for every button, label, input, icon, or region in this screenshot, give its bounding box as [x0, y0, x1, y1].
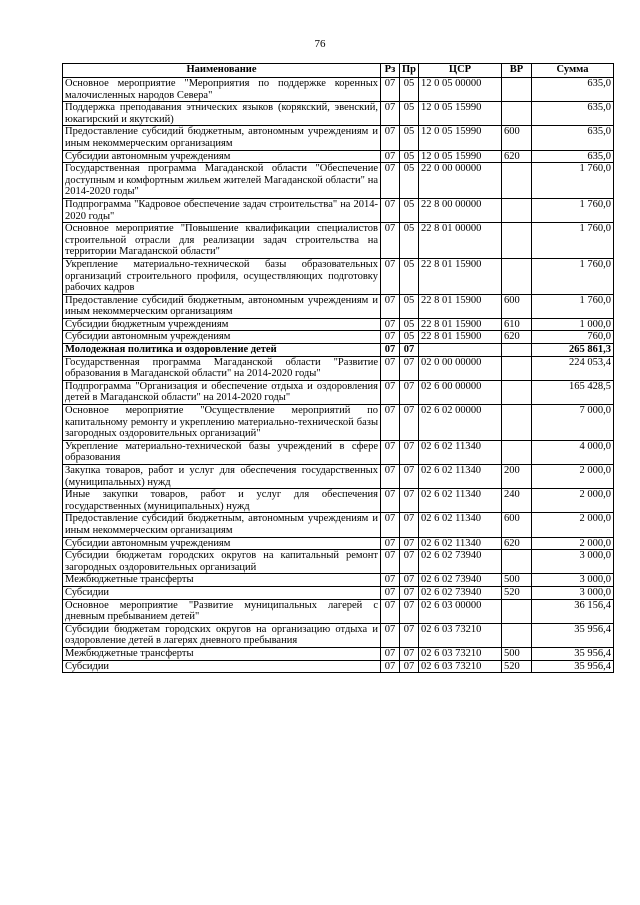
cell-vr: 600: [502, 294, 532, 318]
cell-sum: 35 956,4: [532, 647, 614, 660]
cell-pr: 07: [400, 647, 419, 660]
cell-name: Субсидии: [63, 586, 381, 599]
cell-csr: 02 6 03 00000: [419, 599, 502, 623]
table-row: [63, 102, 614, 126]
cell-csr: 02 6 02 11340: [419, 537, 502, 550]
cell-vr: 500: [502, 647, 532, 660]
cell-name: Предоставление субсидий бюджетным, автономным учреждениям и иным некоммерческим организациям: [63, 126, 381, 150]
cell-pr: 05: [400, 331, 419, 344]
cell-pr: 05: [400, 78, 419, 102]
cell-rz: 07: [381, 163, 400, 199]
cell-pr: 05: [400, 102, 419, 126]
table-row: [63, 574, 614, 587]
cell-csr: 02 6 02 11340: [419, 489, 502, 513]
cell-rz: 07: [381, 198, 400, 222]
cell-name: Субсидии бюджетным учреждениям: [63, 318, 381, 331]
cell-pr: 05: [400, 150, 419, 163]
table-row: [63, 163, 614, 199]
cell-csr: 02 6 00 00000: [419, 380, 502, 404]
cell-name: Предоставление субсидий бюджетным, автономным учреждениям и иным некоммерческим организациям: [63, 513, 381, 537]
cell-name: Государственная программа Магаданской области "Обеспечение доступным и комфортным жильем жителей Магаданской области" на 2014-2020 годы": [63, 163, 381, 199]
cell-csr: 02 6 02 73940: [419, 586, 502, 599]
cell-sum: 1 760,0: [532, 223, 614, 259]
cell-csr: 12 0 05 15990: [419, 126, 502, 150]
cell-sum: 1 760,0: [532, 163, 614, 199]
cell-rz: 07: [381, 586, 400, 599]
cell-csr: 02 6 03 73210: [419, 623, 502, 647]
cell-csr: 02 0 00 00000: [419, 356, 502, 380]
cell-vr: [502, 550, 532, 574]
cell-rz: 07: [381, 489, 400, 513]
cell-csr: 02 6 03 73210: [419, 660, 502, 673]
table-row: [63, 599, 614, 623]
cell-rz: 07: [381, 380, 400, 404]
cell-vr: [502, 440, 532, 464]
cell-sum: 224 053,4: [532, 356, 614, 380]
cell-csr: 22 0 00 00000: [419, 163, 502, 199]
cell-pr: 07: [400, 489, 419, 513]
cell-vr: [502, 599, 532, 623]
cell-sum: 165 428,5: [532, 380, 614, 404]
cell-pr: 07: [400, 586, 419, 599]
cell-name: Основное мероприятие "Развитие муниципальных лагерей с дневным пребыванием детей": [63, 599, 381, 623]
cell-pr: 07: [400, 599, 419, 623]
table-row: [63, 586, 614, 599]
cell-name: Субсидии автономным учреждениям: [63, 537, 381, 550]
cell-sum: 2 000,0: [532, 513, 614, 537]
cell-vr: [502, 163, 532, 199]
cell-csr: 02 6 02 11340: [419, 465, 502, 489]
cell-sum: 635,0: [532, 150, 614, 163]
cell-rz: 07: [381, 150, 400, 163]
table-row: [63, 647, 614, 660]
cell-pr: 07: [400, 513, 419, 537]
cell-rz: 07: [381, 660, 400, 673]
cell-csr: 22 8 01 15900: [419, 331, 502, 344]
table-row: [63, 198, 614, 222]
cell-csr: 02 6 02 00000: [419, 405, 502, 441]
cell-pr: 07: [400, 440, 419, 464]
cell-vr: [502, 356, 532, 380]
cell-pr: 07: [400, 660, 419, 673]
cell-name: Основное мероприятие "Повышение квалификации специалистов строительной отрасли для реализации задач строительства на территории Магаданской области": [63, 223, 381, 259]
cell-sum: 1 760,0: [532, 198, 614, 222]
cell-vr: [502, 380, 532, 404]
cell-pr: 07: [400, 344, 419, 357]
cell-name: Основное мероприятие "Осуществление мероприятий по капитальному ремонту и укреплению материально-технической базы загородных оздоровительных организаций": [63, 405, 381, 441]
cell-name: Укрепление материально-технической базы учреждений в сфере образования: [63, 440, 381, 464]
cell-rz: 07: [381, 258, 400, 294]
cell-rz: 07: [381, 223, 400, 259]
budget-table: [62, 63, 614, 673]
cell-rz: 07: [381, 465, 400, 489]
cell-pr: 07: [400, 574, 419, 587]
cell-sum: 265 861,3: [532, 344, 614, 357]
table-row: [63, 440, 614, 464]
table-row: [63, 405, 614, 441]
table-row: [63, 550, 614, 574]
cell-vr: 240: [502, 489, 532, 513]
cell-rz: 07: [381, 344, 400, 357]
cell-name: Поддержка преподавания этнических языков (корякский, эвенский, юкагирский и якутский): [63, 102, 381, 126]
table-row: [63, 623, 614, 647]
cell-sum: 7 000,0: [532, 405, 614, 441]
cell-sum: 36 156,4: [532, 599, 614, 623]
cell-name: Подпрограмма "Организация и обеспечение отдыха и оздоровления детей в Магаданской области" на 2014-2020 годы": [63, 380, 381, 404]
cell-pr: 05: [400, 198, 419, 222]
cell-name: Предоставление субсидий бюджетным, автономным учреждениям и иным некоммерческим организациям: [63, 294, 381, 318]
table-row: [63, 331, 614, 344]
cell-vr: 610: [502, 318, 532, 331]
cell-name: Межбюджетные трансферты: [63, 647, 381, 660]
cell-csr: 02 6 02 11340: [419, 513, 502, 537]
table-row: [63, 537, 614, 550]
cell-sum: 635,0: [532, 126, 614, 150]
cell-vr: [502, 102, 532, 126]
cell-rz: 07: [381, 102, 400, 126]
cell-rz: 07: [381, 126, 400, 150]
cell-csr: 02 6 03 73210: [419, 647, 502, 660]
cell-vr: 520: [502, 660, 532, 673]
cell-name: Субсидии автономным учреждениям: [63, 331, 381, 344]
cell-vr: [502, 258, 532, 294]
cell-vr: [502, 78, 532, 102]
cell-vr: [502, 623, 532, 647]
cell-vr: 620: [502, 537, 532, 550]
cell-rz: 07: [381, 405, 400, 441]
cell-sum: 3 000,0: [532, 586, 614, 599]
cell-name: Иные закупки товаров, работ и услуг для обеспечения государственных (муниципальных) нужд: [63, 489, 381, 513]
cell-sum: 1 000,0: [532, 318, 614, 331]
cell-pr: 05: [400, 318, 419, 331]
header-rz: Рз: [381, 64, 400, 78]
cell-vr: 520: [502, 586, 532, 599]
table-row: [63, 344, 614, 357]
cell-sum: 1 760,0: [532, 258, 614, 294]
table-row: [63, 660, 614, 673]
cell-rz: 07: [381, 294, 400, 318]
cell-rz: 07: [381, 574, 400, 587]
header-pr: Пр: [400, 64, 419, 78]
cell-sum: 3 000,0: [532, 574, 614, 587]
cell-vr: [502, 198, 532, 222]
header-csr: ЦСР: [419, 64, 502, 78]
cell-name: Субсидии: [63, 660, 381, 673]
cell-csr: 12 0 05 00000: [419, 78, 502, 102]
cell-sum: 4 000,0: [532, 440, 614, 464]
cell-pr: 07: [400, 356, 419, 380]
cell-vr: 200: [502, 465, 532, 489]
table-row: [63, 465, 614, 489]
cell-name: Подпрограмма "Кадровое обеспечение задач строительства" на 2014-2020 годы": [63, 198, 381, 222]
cell-rz: 07: [381, 318, 400, 331]
cell-rz: 07: [381, 513, 400, 537]
table-row: [63, 294, 614, 318]
cell-rz: 07: [381, 647, 400, 660]
cell-csr: 12 0 05 15990: [419, 150, 502, 163]
cell-csr: 02 6 02 73940: [419, 550, 502, 574]
cell-name: Основное мероприятие "Мероприятия по поддержке коренных малочисленных народов Севера": [63, 78, 381, 102]
cell-name: Укрепление материально-технической базы образовательных организаций строительного профиля, осуществляющих подготовку рабочих кадров: [63, 258, 381, 294]
cell-name: Закупка товаров, работ и услуг для обеспечения государственных (муниципальных) нужд: [63, 465, 381, 489]
cell-name: Молодежная политика и оздоровление детей: [63, 344, 381, 357]
cell-pr: 05: [400, 223, 419, 259]
table-row: [63, 380, 614, 404]
cell-pr: 05: [400, 126, 419, 150]
cell-sum: 2 000,0: [532, 465, 614, 489]
cell-rz: 07: [381, 78, 400, 102]
cell-rz: 07: [381, 550, 400, 574]
cell-rz: 07: [381, 331, 400, 344]
cell-csr: 02 6 02 11340: [419, 440, 502, 464]
table-header-row: [63, 64, 614, 78]
cell-pr: 07: [400, 550, 419, 574]
page-number: 76: [314, 38, 326, 50]
cell-pr: 05: [400, 294, 419, 318]
table-row: [63, 489, 614, 513]
cell-sum: 35 956,4: [532, 623, 614, 647]
cell-rz: 07: [381, 356, 400, 380]
cell-csr: 22 8 01 15900: [419, 258, 502, 294]
cell-sum: 760,0: [532, 331, 614, 344]
cell-csr: 22 8 01 00000: [419, 223, 502, 259]
cell-sum: 3 000,0: [532, 550, 614, 574]
cell-csr: 22 8 00 00000: [419, 198, 502, 222]
cell-rz: 07: [381, 537, 400, 550]
table-row: [63, 356, 614, 380]
cell-sum: 2 000,0: [532, 489, 614, 513]
cell-pr: 07: [400, 380, 419, 404]
header-vr: ВР: [502, 64, 532, 78]
table-row: [63, 150, 614, 163]
cell-pr: 07: [400, 465, 419, 489]
cell-csr: 22 8 01 15900: [419, 318, 502, 331]
cell-vr: 600: [502, 126, 532, 150]
cell-name: Межбюджетные трансферты: [63, 574, 381, 587]
header-sum: Сумма: [532, 64, 614, 78]
cell-sum: 635,0: [532, 102, 614, 126]
cell-csr: [419, 344, 502, 357]
cell-sum: 1 760,0: [532, 294, 614, 318]
cell-vr: [502, 344, 532, 357]
cell-sum: 635,0: [532, 78, 614, 102]
cell-pr: 05: [400, 163, 419, 199]
table-body: [63, 78, 614, 673]
cell-name: Субсидии бюджетам городских округов на капитальный ремонт загородных оздоровительных организаций: [63, 550, 381, 574]
table-row: [63, 318, 614, 331]
table-row: [63, 513, 614, 537]
cell-rz: 07: [381, 623, 400, 647]
cell-rz: 07: [381, 599, 400, 623]
cell-vr: 620: [502, 331, 532, 344]
cell-sum: 2 000,0: [532, 537, 614, 550]
cell-name: Субсидии бюджетам городских округов на организацию отдыха и оздоровление детей в лагерях дневного пребывания: [63, 623, 381, 647]
header-name: Наименование: [63, 64, 381, 78]
table-row: [63, 78, 614, 102]
cell-vr: 620: [502, 150, 532, 163]
cell-pr: 07: [400, 623, 419, 647]
table-row: [63, 258, 614, 294]
cell-pr: 07: [400, 405, 419, 441]
cell-sum: 35 956,4: [532, 660, 614, 673]
cell-vr: 500: [502, 574, 532, 587]
table-row: [63, 223, 614, 259]
cell-csr: 02 6 02 73940: [419, 574, 502, 587]
cell-vr: [502, 405, 532, 441]
cell-name: Субсидии автономным учреждениям: [63, 150, 381, 163]
cell-pr: 05: [400, 258, 419, 294]
cell-pr: 07: [400, 537, 419, 550]
cell-name: Государственная программа Магаданской области "Развитие образования в Магаданской области" на 2014-2020 годы": [63, 356, 381, 380]
cell-vr: [502, 223, 532, 259]
cell-csr: 22 8 01 15900: [419, 294, 502, 318]
cell-rz: 07: [381, 440, 400, 464]
table-row: [63, 126, 614, 150]
cell-csr: 12 0 05 15990: [419, 102, 502, 126]
cell-vr: 600: [502, 513, 532, 537]
